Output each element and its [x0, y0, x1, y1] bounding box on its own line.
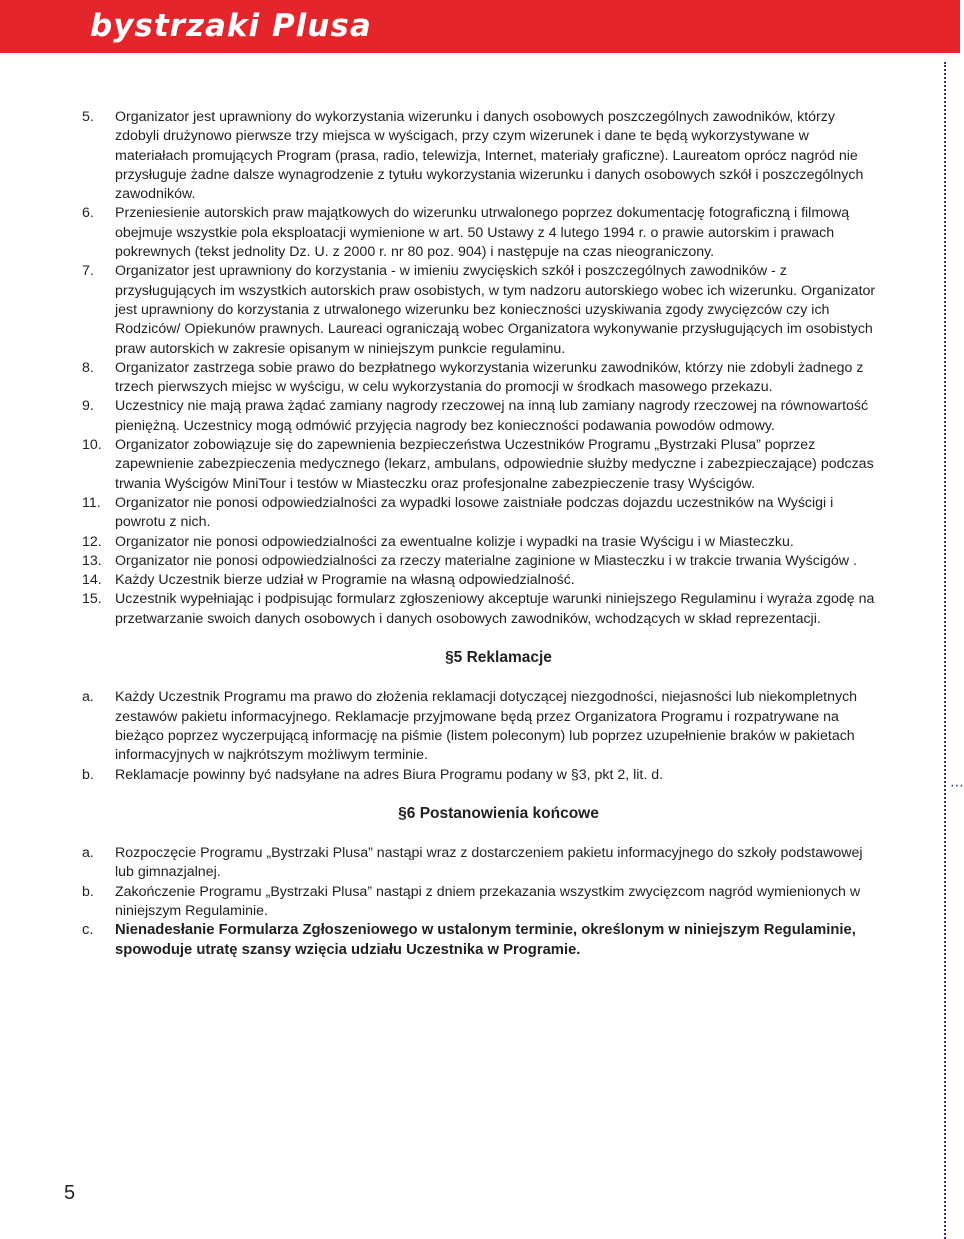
list-item — [82, 552, 882, 571]
item-text: Uczestnik wypełniając i podpisując formularz zgłoszeniowy akceptuje warunki niniejszego Regulaminu i wyraża zgodę na przetwarzanie swoich danych osobowych i danych osobowych zawodników, wchodzących w skład reprezentacji. — [115, 591, 875, 627]
item-text: Nienadesłanie Formularza Zgłoszeniowego w ustalonym terminie, określonym w niniejszym Regulaminie, spowoduje utratę szansy wzięcia udziału Uczestnika w Programie. — [115, 922, 856, 958]
item-letter: c. — [82, 922, 94, 939]
list-item — [82, 766, 882, 785]
item-number: 6. — [82, 205, 94, 222]
dotted-margin-line — [944, 62, 946, 1239]
page-number: 5 — [64, 1182, 76, 1204]
item-number: 13. — [82, 552, 102, 569]
item-letter: a. — [82, 845, 94, 862]
item-text: Organizator zobowiązuje się do zapewnienia bezpieczeństwa Uczestników Programu „Bystrzaki Plusa” poprzez zapewnienie zabezpieczenia medycznego (lekarz, ambulans, odpowiednie służby medyczne i zabezpieczające) podczas trwania Wyścigów MiniTour i testów w Miasteczku oraz profesjonalne zabezpieczenie trasy Wyścigów. — [115, 437, 874, 492]
list-item — [82, 494, 882, 533]
document-body — [82, 108, 882, 960]
item-text: Zakończenie Programu „Bystrzaki Plusa” nastąpi z dniem przekazania wszystkim zwycięzcom nagród wymienionych w niniejszym Regulaminie. — [115, 883, 861, 919]
list-item — [82, 571, 882, 590]
list-item — [82, 397, 882, 436]
item-number: 7. — [82, 263, 94, 280]
list-item — [82, 533, 882, 552]
item-text: Organizator jest uprawniony do wykorzystania wizerunku i danych osobowych poszczególnych zawodników, którzy zdobyli drużynowo pierwsze trzy miejsca w wyścigach, przy czym wizerunek i dane te będą wykorzystywane w materiałach promujących Program (prasa, radio, telewizja, Internet, materiały graficzne). Laureatom oprócz nagród nie przysługuje żadne dalsze wynagrodzenie z tytułu wykorzystania wizerunku i danych osobowych szkół i poszczególnych zawodników. — [115, 109, 864, 203]
item-number: 14. — [82, 572, 102, 589]
item-letter: a. — [82, 689, 94, 706]
item-number: 8. — [82, 359, 94, 376]
item-text: Organizator nie ponosi odpowiedzialności za wypadki losowe zaistniałe podczas dojazdu uczestników na Wyścigi i powrotu z nich. — [115, 494, 834, 531]
list-item — [82, 688, 882, 765]
item-number: 12. — [82, 533, 102, 550]
list-item — [82, 436, 882, 494]
section-heading-reklamacje: §5 Reklamacje — [445, 649, 552, 667]
item-text: Każdy Uczestnik bierze udział w Programie na własną odpowiedzialność. — [115, 572, 575, 589]
item-text: Każdy Uczestnik Programu ma prawo do złożenia reklamacji dotyczącej niezgodności, niejasności lub niekompletnych zestawów pakietu informacyjnego. Reklamacje przyjmowane będą przez Organizatora Programu i rozpatrywane na bieżąco poprzez wyczerpującą informację na piśmie (listem poleconym) lub poprzez uzupełnienie braków w pakietach informacyjnych w najkrótszym możliwym terminie. — [115, 689, 858, 764]
list-item — [82, 262, 882, 358]
section-heading-postanowienia: §6 Postanowienia końcowe — [398, 804, 599, 822]
item-letter: b. — [82, 883, 94, 900]
list-item — [82, 204, 882, 262]
item-text: Uczestnicy nie mają prawa żądać zamiany nagrody rzeczowej na inną lub zamiany nagrody rzeczowej na równowartość pieniężną. Uczestnicy mogą odmówić przyjęcia nagrody bez konieczności podawania powodów odmowy. — [115, 398, 869, 434]
margin-marker: ⋯ — [950, 777, 964, 793]
item-number: 10. — [82, 437, 102, 454]
brand-logo: bystrzaki Plusa — [90, 8, 372, 44]
item-number: 15. — [82, 591, 102, 608]
list-item — [82, 844, 882, 883]
item-text: Organizator jest uprawniony do korzystania - w imieniu zwycięskich szkół i poszczególnych zawodników - z przysługujących im wszystkich autorskich praw osobistych, w tym nadzoru autorskiego wobec ich wizerunku. Organizator jest uprawniony do korzystania z utrwalonego wizerunku bez konieczności uzyskiwania zgody zwycięzców czy ich Rodziców/ Opiekunów prawnych. Laureaci ograniczają wobec Organizatora wykonywanie przysługujących im osobistych praw autorskich w zakresie opisanym w niniejszym punkcie regulaminu. — [115, 263, 876, 357]
item-text: Rozpoczęcie Programu „Bystrzaki Plusa” nastąpi wraz z dostarczeniem pakietu informacyjnego do szkoły podstawowej lub gimnazjalnej. — [115, 845, 863, 881]
list-item — [82, 108, 882, 204]
item-number: 11. — [82, 494, 101, 511]
item-text: Przeniesienie autorskich praw majątkowych do wizerunku utrwalonego poprzez dokumentację fotograficzną i filmową obejmuje wszystkie pola eksploatacji wymienione w art. 50 Ustawy z 4 lutego 1994 r. o prawie autorskim i prawach pokrewnych (tekst jednolity Dz. U. z 2000 r. nr 80 poz. 904) i następuje na czas nieograniczony. — [115, 205, 850, 261]
list-item — [82, 590, 882, 629]
item-number: 5. — [82, 109, 94, 125]
item-text: Organizator nie ponosi odpowiedzialności za ewentualne kolizje i wypadki na trasie Wyścigu i w Miasteczku. — [115, 533, 794, 550]
item-text: Reklamacje powinny być nadsyłane na adres Biura Programu podany w §3, pkt 2, lit. d. — [115, 766, 664, 783]
item-text: Organizator zastrzega sobie prawo do bezpłatnego wykorzystania wizerunku zawodników, którzy nie zdobyli żadnego z trzech pierwszych miejsc w wyścigu, w celu wykorzystania do promocji w środkach masowego przekazu. — [115, 359, 864, 396]
header-banner — [0, 0, 960, 53]
list-item — [82, 883, 882, 922]
item-number: 9. — [82, 398, 94, 415]
item-text: Organizator nie ponosi odpowiedzialności za rzeczy materialne zaginione w Miasteczku i w trakcie trwania Wyścigów . — [115, 552, 857, 569]
item-letter: b. — [82, 766, 94, 783]
list-item-bold — [82, 921, 882, 960]
list-item — [82, 359, 882, 398]
